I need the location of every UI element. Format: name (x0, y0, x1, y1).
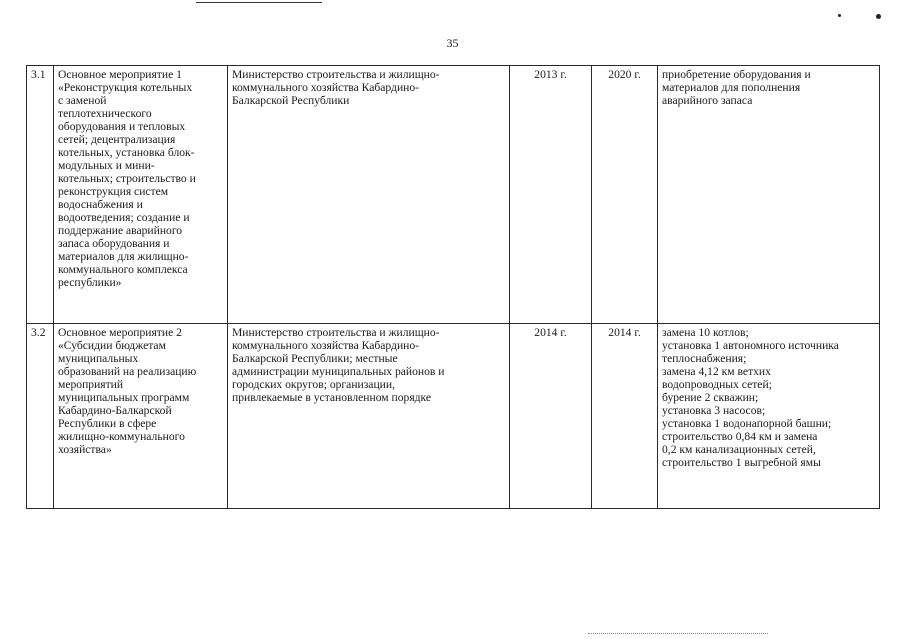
expected-result: замена 10 котлов; установка 1 автономного источника теплоснабжения; замена 4,12 км ветхих водопроводных сетей; бурение 2 скважин; установка 3 насосов; установка 1 водонапорной башни; строительство 0,84 км и замена 0,2 км канализационных сетей, строительство 1 выгребной ямы (658, 324, 880, 509)
scan-speck (838, 14, 841, 17)
table-row (27, 324, 880, 509)
end-year: 2020 г. (592, 66, 658, 324)
row-number: 3.2 (27, 324, 54, 509)
start-year: 2013 г. (510, 66, 592, 324)
footer-scan-mark (588, 633, 768, 638)
page-number: 35 (446, 36, 459, 50)
start-year: 2014 г. (510, 324, 592, 509)
event-description: Основное мероприятие 1 «Реконструкция котельных с заменой теплотехнического оборудования и тепловых сетей; децентрализация котельных, установка блок- модульных и мини- котельных; строительство и реконструкция систем водоснабжения и водоотведения; создание и поддержание аварийного запаса оборудования и материалов для жилищно- коммунального комплекса республики» (54, 66, 228, 324)
header-rule (196, 2, 322, 3)
row-number: 3.1 (27, 66, 54, 324)
program-table (26, 65, 880, 509)
scan-speck (876, 14, 881, 19)
table-row (27, 66, 880, 324)
event-description: Основное мероприятие 2 «Субсидии бюджетам муниципальных образований на реализацию мероприятий муниципальных программ Кабардино-Балкарской Республики в сфере жилищно-коммунального хозяйства» (54, 324, 228, 509)
executor-cell: Министерство строительства и жилищно- коммунального хозяйства Кабардино- Балкарской Республики (228, 66, 510, 324)
expected-result: приобретение оборудования и материалов для пополнения аварийного запаса (658, 66, 880, 324)
end-year: 2014 г. (592, 324, 658, 509)
executor-cell: Министерство строительства и жилищно- коммунального хозяйства Кабардино- Балкарской Республики; местные администрации муниципальных районов и городских округов; организации, привлекаемые в установленном порядке (228, 324, 510, 509)
